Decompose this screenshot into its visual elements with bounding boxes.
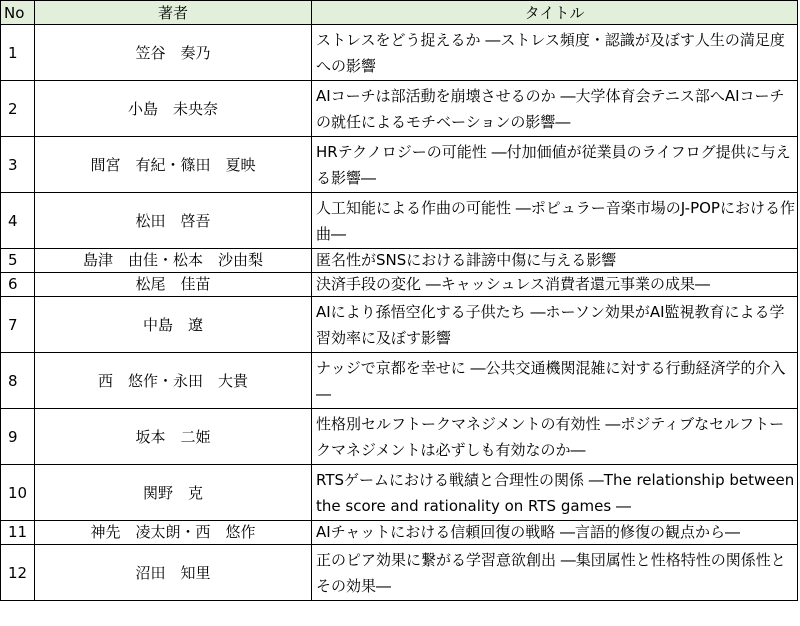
row-number: 5 [1,249,35,273]
row-author: 関野 克 [35,465,312,521]
row-title: HRテクノロジーの可能性 ―付加価値が従業員のライフログ提供に与える影響― [312,137,798,193]
row-author: 坂本 二姫 [35,409,312,465]
row-title: ストレスをどう捉えるか ―ストレス頻度・認識が及ぼす人生の満足度への影響 [312,25,798,81]
row-title: 匿名性がSNSにおける誹謗中傷に与える影響 [312,249,798,273]
row-author: 松尾 佳苗 [35,273,312,297]
table-row [1,249,798,273]
table-row [1,465,798,521]
table-row [1,521,798,545]
header-no: No [1,1,35,25]
row-title: RTSゲームにおける戦績と合理性の関係 ―The relationship between the score and rationality on RTS games ― [312,465,798,521]
row-title: ナッジで京都を幸せに ―公共交通機関混雑に対する行動経済学的介入― [312,353,798,409]
row-author: 沼田 知里 [35,545,312,601]
row-number: 7 [1,297,35,353]
row-author: 島津 由佳・松本 沙由梨 [35,249,312,273]
row-number: 3 [1,137,35,193]
table-row [1,297,798,353]
row-author: 西 悠作・永田 大貴 [35,353,312,409]
row-number: 4 [1,193,35,249]
header-title: タイトル [312,1,798,25]
row-number: 8 [1,353,35,409]
row-author: 中島 遼 [35,297,312,353]
table-row [1,137,798,193]
table-row [1,545,798,601]
row-title: AIにより孫悟空化する子供たち ―ホーソン効果がAI監視教育による学習効率に及ぼす影響 [312,297,798,353]
row-number: 12 [1,545,35,601]
row-number: 1 [1,25,35,81]
row-author: 笠谷 奏乃 [35,25,312,81]
row-number: 11 [1,521,35,545]
header-author: 著者 [35,1,312,25]
row-author: 神先 凌太朗・西 悠作 [35,521,312,545]
table-row [1,353,798,409]
row-number: 9 [1,409,35,465]
row-number: 2 [1,81,35,137]
table-row [1,273,798,297]
row-author: 松田 啓吾 [35,193,312,249]
row-title: AIコーチは部活動を崩壊させるのか ―大学体育会テニス部へAIコーチの就任によるモチベーションの影響― [312,81,798,137]
row-title: 人工知能による作曲の可能性 ―ポピュラー音楽市場のJ-POPにおける作曲― [312,193,798,249]
row-title: 決済手段の変化 ―キャッシュレス消費者還元事業の成果― [312,273,798,297]
row-number: 10 [1,465,35,521]
table-row [1,409,798,465]
table-row [1,25,798,81]
row-title: AIチャットにおける信頼回復の戦略 ―言語的修復の観点から― [312,521,798,545]
row-title: 正のピア効果に繋がる学習意欲創出 ―集団属性と性格特性の関係性とその効果― [312,545,798,601]
row-title: 性格別セルフトークマネジメントの有効性 ―ポジティブなセルフトークマネジメントは必ずしも有効なのか― [312,409,798,465]
table-row [1,193,798,249]
row-number: 6 [1,273,35,297]
row-author: 間宮 有紀・篠田 夏映 [35,137,312,193]
row-author: 小島 未央奈 [35,81,312,137]
header-row [1,1,798,25]
table-row [1,81,798,137]
